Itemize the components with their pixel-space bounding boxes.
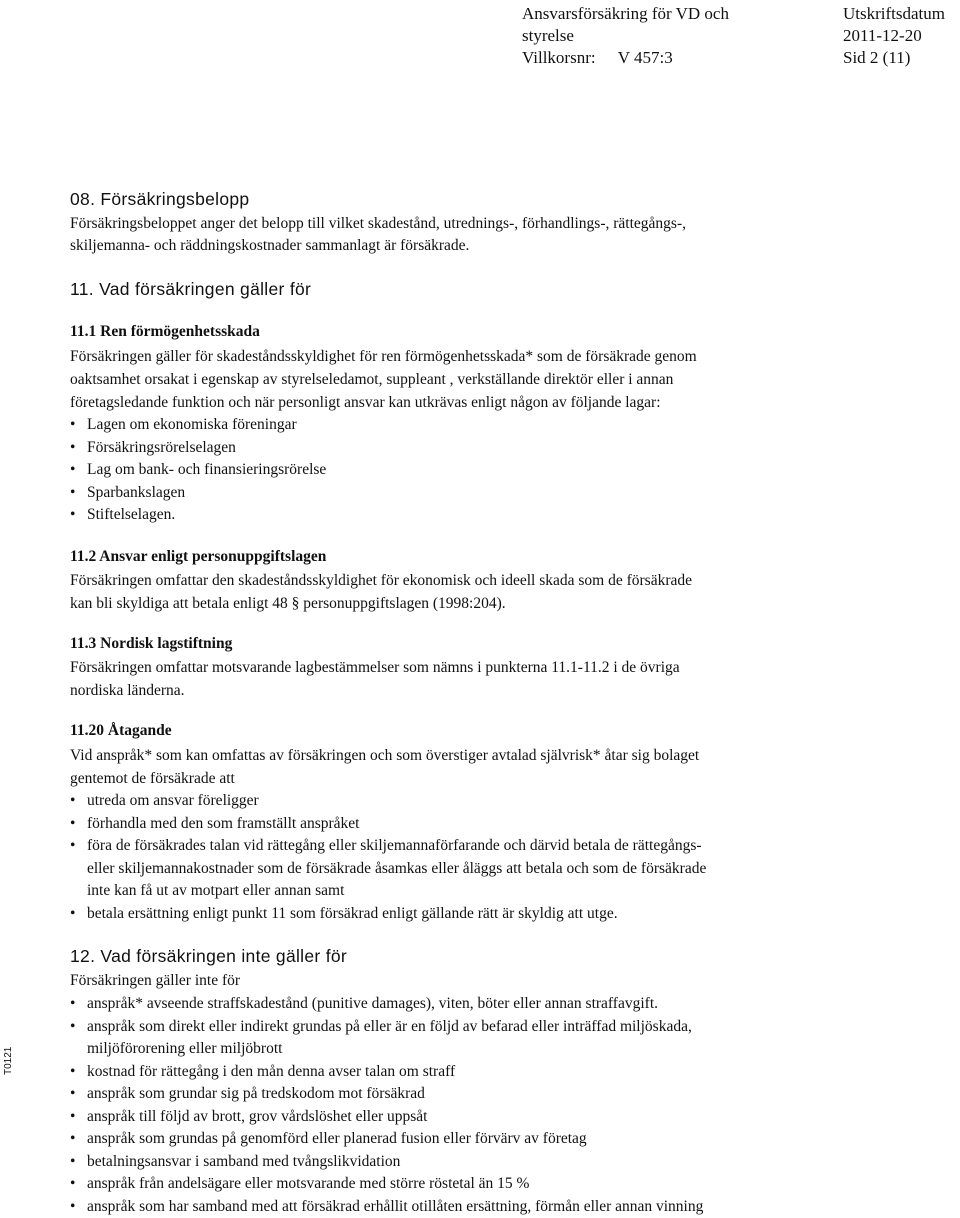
list-item: • Försäkringsrörelselagen [70,437,326,460]
bullet-icon: • [70,1152,76,1170]
section-11-20-heading: 11.20 Åtagande [70,722,172,739]
bullet-icon: • [70,1085,76,1102]
document-title-line2: styrelse [522,26,574,45]
section-11-3-heading: 11.3 Nordisk lagstiftning [70,635,233,652]
bullet-icon: • [70,506,76,523]
bullet-icon: • [70,1197,76,1215]
bullet-icon: • [70,837,76,854]
list-item: • betalningsansvar i samband med tvångslikvidation [70,1151,703,1174]
bullet-icon: • [70,814,76,832]
list-item: • anspråk som grundar sig på tredskodom mot försäkrad [70,1083,703,1106]
bullet-icon: • [70,1062,76,1080]
section-12-intro: Försäkringen gäller inte för [70,972,241,989]
section-11-20-line: gentemot de försäkrade att [70,770,235,787]
list-item: • Stiftelselagen. [70,504,326,527]
list-item: • Lag om bank- och finansieringsrörelse [70,459,326,482]
print-date-label: Utskriftsdatum [843,4,945,23]
bullet-icon: • [70,1017,76,1035]
bullet-icon: • [70,1175,76,1192]
bullet-icon: • [70,904,76,922]
bullet-icon: • [70,483,76,501]
section-11-2-line: Försäkringen omfattar den skadeståndsskyldighet för ekonomisk och ideell skada som de försäkrade [70,572,692,589]
document-title-line1: Ansvarsförsäkring för VD och [522,4,729,23]
list-item: • Sparbankslagen [70,482,326,505]
bullet-icon: • [70,416,76,433]
section-11-heading: 11. Vad försäkringen gäller för [70,279,312,299]
section-08-line: Försäkringsbeloppet anger det belopp till vilket skadestånd, utrednings-, förhandlings-, rättegångs-, [70,215,686,232]
bullet-icon: • [70,461,76,478]
section-11-2-line: kan bli skyldiga att betala enligt 48 § personuppgiftslagen (1998:204). [70,595,506,612]
list-item: • anspråk som direkt eller indirekt grundas på eller är en följd av befarad eller inträffad miljöskada, miljöförorening eller miljöbrott [70,1017,692,1057]
bullet-icon: • [70,1107,76,1125]
bullet-icon: • [70,438,76,456]
list-item: • föra de försäkrades talan vid rättegång eller skiljemannaförfarande och därvid betala de rättegångs- eller skiljemannakostnader som de försäkrade åsamkas eller åläggs att betala och som de försäkrade inte kan få ut av motpart eller annan samt [70,837,707,899]
section-08-line: skiljemanna- och räddningskostnader sammanlagt är försäkrade. [70,237,470,254]
section-11-20-commitment-list [70,790,706,925]
section-11-3-line: nordiska länderna. [70,682,185,699]
list-item: • anspråk från andelsägare eller motsvarande med större röstetal än 15 % [70,1173,703,1196]
section-12-exclusion-list [70,993,703,1218]
section-11-1-law-list [70,414,326,527]
section-11-1-line: Försäkringen gäller för skadeståndsskyldighet för ren förmögenhetsskada* som de försäkrade genom [70,348,697,365]
page-number: Sid 2 (11) [843,48,911,67]
print-date: 2011-12-20 [843,26,922,45]
policy-number-value: V 457:3 [617,48,673,67]
list-item: • förhandla med den som framställt anspråket [70,813,706,836]
section-11-3-line: Försäkringen omfattar motsvarande lagbestämmelser som nämns i punkterna 11.1-11.2 i de övriga [70,659,680,676]
list-item: • anspråk som grundas på genomförd eller planerad fusion eller förvärv av företag [70,1128,703,1151]
list-item: • kostnad för rättegång i den mån denna avser talan om straff [70,1061,703,1084]
side-document-code: T0121 [3,1046,14,1075]
section-08-heading: 08. Försäkringsbelopp [70,189,250,209]
bullet-icon: • [70,995,76,1012]
section-11-20-line: Vid anspråk* som kan omfattas av försäkringen och som överstiger avtalad självrisk* åtar sig bolaget [70,747,700,764]
policy-number-label: Villkorsnr: [522,48,596,67]
section-11-1-heading: 11.1 Ren förmögenhetsskada [70,323,260,340]
section-12-heading: 12. Vad försäkringen inte gäller för [70,946,348,966]
list-item: • betala ersättning enligt punkt 11 som försäkrad enligt gällande rätt är skyldig att utge. [70,903,706,926]
list-item: • anspråk* avseende straffskadestånd (punitive damages), viten, böter eller annan straffavgift. [70,993,703,1016]
list-item: • anspråk till följd av brott, grov vårdslöshet eller uppsåt [70,1106,703,1129]
list-item: • utreda om ansvar föreligger [70,790,706,813]
list-item: • anspråk som har samband med att försäkrad erhållit otillåten ersättning, förmån eller annan vinning [70,1196,703,1218]
section-11-2-heading: 11.2 Ansvar enligt personuppgiftslagen [70,548,327,565]
bullet-icon: • [70,1130,76,1147]
section-11-1-line: företagsledande funktion och när personligt ansvar kan utkrävas enligt någon av följande lagar: [70,394,661,411]
bullet-icon: • [70,792,76,809]
list-item: • Lagen om ekonomiska föreningar [70,414,326,437]
policy-number [522,47,673,69]
section-11-1-line: oaktsamhet orsakat i egenskap av styrelseledamot, suppleant , verkställande direktör eller i annan [70,371,674,388]
